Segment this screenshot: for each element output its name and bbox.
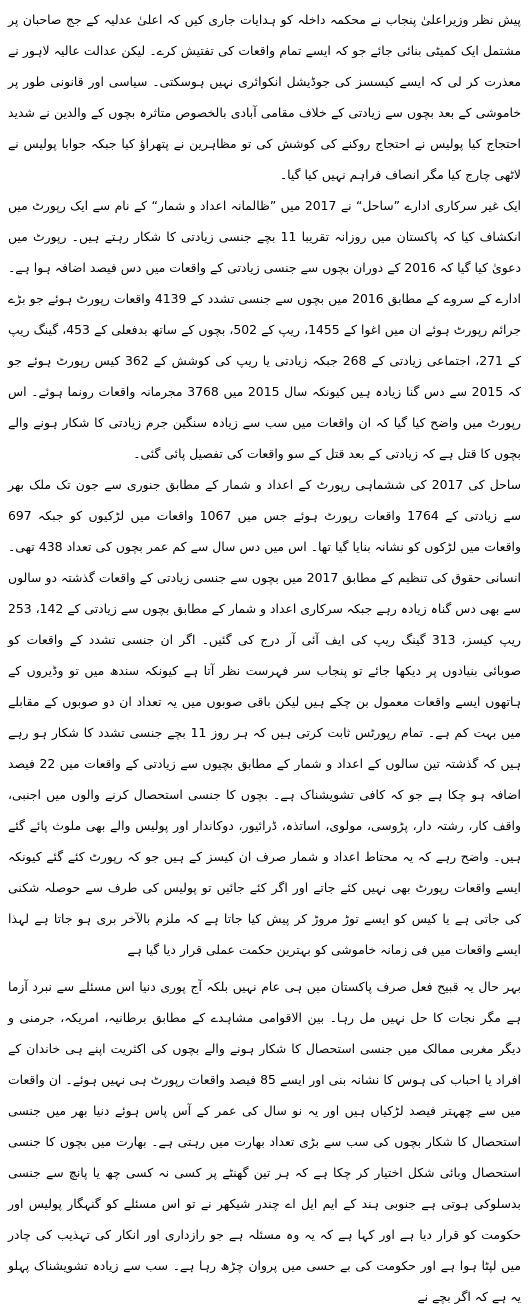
article-paragraph-4: بہر حال یہ قبیح فعل صرف پاکستان میں ہی عام نہیں بلکہ آج پوری دنیا اس مسئلے سے نبرد آزما ہے مگر نجات کا حل نہیں مل رہا۔ بین الاقوامی مشاہدے کے مطابق برطانیہ، امریکہ، جرمنی و دیگر مغربی ممالک میں جنسی استحصال کا شکار ہونے والے بچوں کی اکثریت اپنے ہی خاندان کے افراد یا احباب کی ہوس کا نشانہ بنی اور ایسے 85 فیصد واقعات رپورٹ ہی نہیں ہوئے۔ ان واقعات میں سے چھہتر فیصد لڑکیاں ہیں اور یہ نو سال کی عمر کے آس پاس ہوئے دنیا بھر میں جنسی استحصال کا شکار بچوں کی سب سے بڑی تعداد بھارت میں رہتی ہے۔ بھارت میں بچوں کا جنسی استحصال وبائی شکل اختیار کر چکا ہے کہ ہر تین گھنٹے پر کسی نہ کسی چھ یا پانچ سے جنسی بدسلوکی ہوتی ہے جنوبی ہند کے ایم ایل اے چندر شیکھر نے تو اس مسئلے کو گنہگار پولیس اور حکومت کو قرار دیا ہے اور کہا ہے کہ یہ وہ مسئلہ ہے جو رازداری اور انکار کی تہذیب کی چادر میں لپٹا ہوا ہے اور حکومت کی بے حسی میں پروان چڑھ رہا ہے۔ سب سے زیادہ تشویشناک پہلو یہ ہے کہ اگر بچے نے (8, 979, 521, 1304)
article-paragraph-3: ساحل کی 2017 کی ششماہی رپورٹ کے اعداد و شمار کے مطابق جنوری سے جون تک ملک بھر سے زیادتی کے 1764 واقعات رپورٹ ہوئے جس میں 1067 واقعات میں لڑکیوں کو جبکہ 697 واقعات میں لڑکوں کو نشانہ بنایا گیا تھا۔ اس میں دس سال سے کم عمر بچوں کی تعداد 438 تھی۔ انسانی حقوق کی تنظیم کے مطابق 2017 میں بچوں سے جنسی زیادتی کے واقعات گذشتہ دو سالوں سے بھی دس گناہ زیادہ رہے جبکہ سرکاری اعداد و شمار کے مطابق بچوں سے زیادتی کے 142، 253 ریپ کیسز، 313 گینگ ریپ کی ایف آئی آر درج کی گئیں۔ اگر ان جنسی تشدد کے واقعات کو صوبائی بنیادوں پر دیکھا جائے تو پنجاب سر فہرست نظر آتا ہے کیونکہ سندھ میں تو وڈیروں کے ہاتھوں ایسے واقعات معمول بن چکے ہیں لیکن باقی صوبوں میں یہ تعداد ان دو صوبوں کے مقابلے میں بہت کم ہے۔ تمام رپورٹس ثابت کرتی ہیں کہ ہر روز 11 بچے جنسی تشدد کا شکار ہو رہے ہیں کہ گذشتہ تین سالوں کے اعداد و شمار کے مطابق بچیوں سے زیادتی کے واقعات میں 22 فیصد اضافہ ہو چکا ہے جو کہ کافی تشویشناک ہے۔ بچوں کا جنسی استحصال کرنے والوں میں اجنبی، واقف کار، رشتہ دار، پڑوسی، مولوی، اساتذہ، ڈرائیور، دوکاندار اور پولیس والے بھی ملوث پائے گئے ہیں۔ واضح رہے کہ یہ محتاط اعداد و شمار صرف ان کیسز کے ہیں جو کہ رپورٹ کئے گئے کیونکہ ایسے واقعات رپورٹ بھی نہیں کئے جاتے اور اگر کئے جائیں تو پولیس کی طرف سے حوصلہ شکنی کی جاتی ہے یا کیس کو ایسے توڑ مروڑ کر پیش کیا جاتا ہے کہ ملزم بالآخر بری ہو جاتا ہے لہذا ایسے واقعات میں فی زمانہ خاموشی کو بہترین حکمت عملی قرار دیا گیا ہے (8, 477, 522, 957)
article-paragraph-1: پیش نظر وزیراعلیٰ پنجاب نے محکمہ داخلہ کو ہدایات جاری کیں کہ اعلیٰ عدلیہ کے جج صاحبان پر مشتمل ایک کمیٹی بنائی جائے جو کہ ایسے تمام واقعات کی تفتیش کرے۔ لیکن عدالت عالیہ لاہور نے معذرت کر لی کہ ایسے کیسسز کی جوڈیشل انکوائری نہیں ہوسکتی۔ سیاسی اور قانونی طور پر خاموشی کے بعد بچوں سے زیادتی کے خلاف مقامی آبادی بالخصوص متاثرہ بچوں کے والدین نے شدید احتجاج کیا پولیس نے احتجاج روکنے کی کوشش کی تو مظاہرین نے پتھراؤ کیا جبکہ جوابا پولیس نے لاٹھی چارج کیا مگر انصاف فراہم نہیں کیا گیا۔ (8, 12, 521, 182)
article-paragraph-2: ایک غیر سرکاری ادارے ”ساحل“ نے 2017 میں ”ظالمانہ اعداد و شمار“ کے نام سے ایک رپورٹ میں انکشاف کیا کہ پاکستان میں روزانہ تقریبا 11 بچے جنسی زیادتی کا شکار رہتے ہیں۔ رپورٹ میں دعویٰ کیا گیا کہ 2016 کے دوران بچوں سے جنسی زیادتی کے واقعات میں دس فیصد اضافہ ہوا ہے۔ ادارے کے سروے کے مطابق 2016 میں بچوں سے جنسی تشدد کے 4139 واقعات رپورٹ ہوئے جو بڑے جرائم رپورٹ ہوئے ان میں اغوا کے 1455، ریپ کے 502، بچوں کے ساتھ بدفعلی کے 453، گینگ ریپ کے 271، اجتماعی زیادتی کے 268 جبکہ زیادتی یا ریپ کی کوشش کے 362 کیس رپورٹ ہوئے جو کہ 2015 سے دس گنا زیادہ ہیں کیونکہ سال 2015 میں 3768 مجرمانہ واقعات رونما ہوئے۔ اس رپورٹ میں واضح کیا گیا کہ ان واقعات میں سب سے زیادہ سنگین جرم زیادتی کا شکار ہونے والے بچوں کا قتل ہے کہ زیادتی کے بعد قتل کے سو واقعات کی تفصیل پائی گئی۔ (8, 198, 522, 461)
